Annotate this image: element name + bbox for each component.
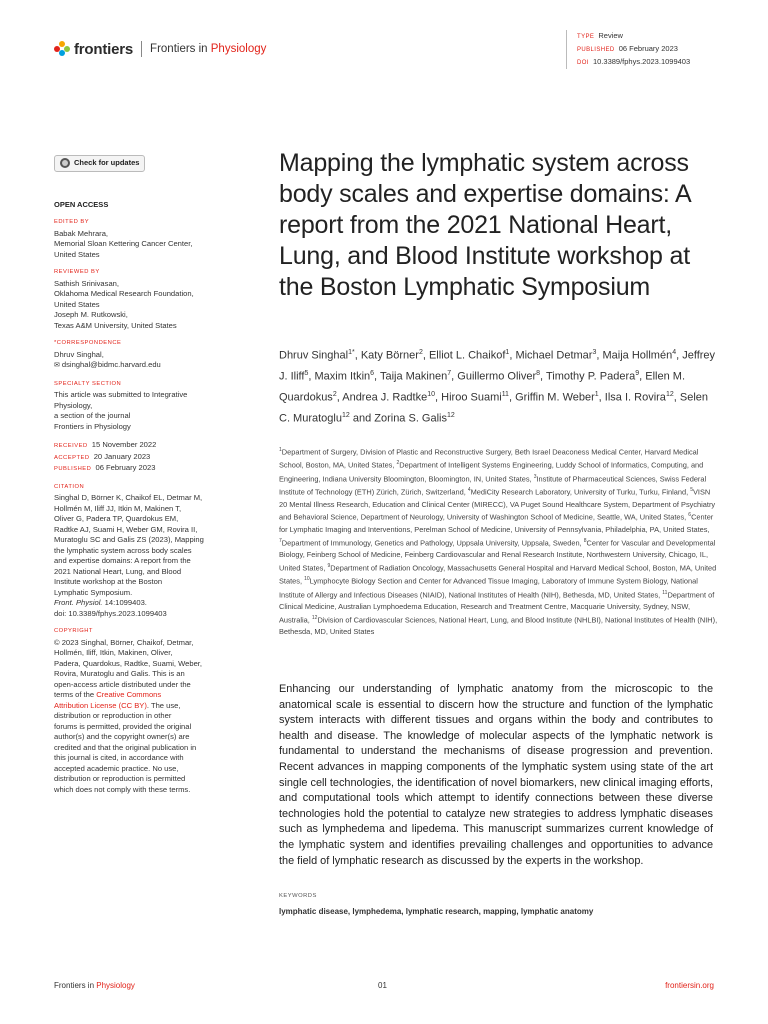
affiliation-marker: 11 bbox=[662, 589, 668, 596]
author-affiliation-marker: 12 bbox=[341, 412, 350, 420]
check-for-updates-button[interactable] bbox=[54, 155, 145, 172]
accepted-date bbox=[54, 452, 234, 464]
journal-header bbox=[54, 38, 266, 60]
copyright-label: COPYRIGHT bbox=[54, 628, 93, 634]
citation-label: CITATION bbox=[54, 483, 85, 490]
author-name[interactable]: Timothy P. Padera bbox=[545, 370, 636, 383]
meta-doi-label: DOI bbox=[577, 60, 589, 66]
affiliation-marker: 6 bbox=[688, 512, 692, 519]
affiliation-text: Department of Clinical Medicine, Australian Lymphoedema Education, Research and Treatment Centre, Macquarie University, Sydney, NSW, Australia, bbox=[279, 590, 715, 625]
dates-block bbox=[54, 440, 234, 475]
affiliation-text: Division of Cardiovascular Sciences, National Heart, Lung, and Blood Institute (NHLBI), National Institutes of Health (NIH), Bethesda, MD, United States bbox=[279, 615, 718, 637]
specialty-section-text: This article was submitted to Integrative Physiology, a section of the journal Frontiers in Physiology bbox=[54, 390, 188, 431]
author-affiliation-marker: 1 bbox=[505, 349, 510, 356]
correspondence-email[interactable]: dsinghal@bidmc.harvard.edu bbox=[61, 360, 161, 369]
author-affiliation-marker: 8 bbox=[536, 370, 541, 378]
edited-by-label: EDITED BY bbox=[54, 219, 90, 225]
article-sidebar bbox=[54, 155, 234, 795]
frontiers-logo-text[interactable]: frontiers bbox=[74, 40, 134, 58]
author-name[interactable]: Andrea J. Radtke bbox=[342, 391, 428, 404]
header-divider bbox=[141, 41, 142, 57]
citation-journal-row bbox=[54, 598, 234, 609]
mail-icon: ✉ bbox=[54, 362, 60, 369]
specialty-section-label: SPECIALTY SECTION bbox=[54, 380, 122, 387]
author-name[interactable]: Dhruv Singhal bbox=[279, 349, 349, 362]
citation-doi[interactable]: doi: 10.3389/fphys.2023.1099403 bbox=[54, 608, 167, 618]
author-affiliation-marker: 7 bbox=[447, 370, 452, 378]
published-label: PUBLISHED bbox=[54, 466, 92, 472]
meta-doi bbox=[577, 56, 690, 69]
author-affiliation-marker: 1 bbox=[594, 391, 599, 399]
footer-site-link[interactable]: frontiersin.org bbox=[665, 981, 714, 990]
meta-type bbox=[577, 30, 690, 43]
citation-volume: 14:1099403. bbox=[104, 598, 147, 607]
copyright-post: . The use, distribution or reproduction in other forums is permitted, provided the original author(s) and the copyright owner(s) are credited and that the original publication in this journal is cited, in accordance with accepted academic practice. No use, distribution or reproduction is permitted which does not comply with these terms. bbox=[54, 700, 197, 794]
footer-journal-accent: Physiology bbox=[96, 981, 135, 990]
affiliation-marker: 10 bbox=[304, 576, 310, 583]
author-name[interactable]: Guillermo Oliver bbox=[457, 370, 537, 383]
cc-by-license-link[interactable]: Creative Commons Attribution License (CC BY) bbox=[54, 690, 162, 710]
meta-published-label: PUBLISHED bbox=[577, 47, 615, 53]
published-value: 06 February 2023 bbox=[95, 463, 156, 472]
journal-name-prefix: Frontiers in bbox=[150, 43, 211, 55]
author-name[interactable]: Taija Makinen bbox=[379, 370, 448, 383]
affiliation-text: Department of Surgery, Division of Plastic and Reconstructive Surgery, Beth Israel Deaconess Medical Center, Harvard Medical School, Boston, MA, United States, bbox=[279, 447, 699, 470]
author-name[interactable]: Selen C. Muratoglu bbox=[279, 391, 708, 426]
affiliation-marker: 8 bbox=[583, 537, 587, 544]
correspondence-email-row bbox=[54, 360, 234, 372]
author-affiliation-marker: 9 bbox=[635, 370, 640, 378]
author-affiliation-marker: 3 bbox=[592, 349, 597, 356]
correspondence-label: *CORRESPONDENCE bbox=[54, 340, 122, 346]
affiliation-text: Institute of Pharmaceutical Sciences, Swiss Federal Institute of Technology (ETH) Zürich, Zürich, Switzerland, bbox=[279, 474, 707, 497]
article-title: Mapping the lymphatic system across body scales and expertise domains: A report from the 2021 National Heart, Lung, and Blood Institute workshop at the Boston Lymphatic Symposium bbox=[279, 149, 691, 301]
accepted-value: 20 January 2023 bbox=[93, 451, 151, 461]
author-name[interactable]: Maija Hollmén bbox=[602, 349, 673, 362]
meta-published-value: 06 February 2023 bbox=[618, 44, 678, 53]
author-name[interactable]: Jeffrey J. Iliff bbox=[279, 349, 716, 383]
affiliation-marker: 5 bbox=[690, 487, 693, 494]
affiliation-text: Department of Intelligent Systems Engineering, Luddy School of Informatics, Computing, and Engineering, Indiana University Bloomington, Bloomington, IN, United States, bbox=[279, 460, 704, 484]
footer-journal-prefix: Frontiers in bbox=[54, 981, 97, 990]
check-for-updates-label: Check for updates bbox=[74, 158, 140, 167]
copyright-text bbox=[54, 638, 234, 796]
article-meta bbox=[566, 30, 690, 69]
affiliation-text: Center for Lymphatic Imaging and Interventions, Perelman School of Medicine, University of Pennsylvania, Philadelphia, PA, United States, bbox=[279, 512, 714, 534]
meta-published bbox=[577, 43, 690, 56]
affiliation-marker: 1 bbox=[279, 447, 282, 453]
journal-name-accent: Physiology bbox=[210, 43, 267, 55]
author-name[interactable]: Katy Börner bbox=[360, 349, 419, 362]
author-name[interactable]: Hiroo Suami bbox=[441, 391, 502, 404]
author-affiliation-marker: 2 bbox=[418, 349, 423, 356]
author-name[interactable]: Zorina S. Galis bbox=[374, 413, 447, 426]
correspondence-name: Dhruv Singhal, bbox=[54, 349, 104, 359]
keywords-text: lymphatic disease, lymphedema, lymphatic research, mapping, lymphatic anatomy bbox=[279, 907, 594, 916]
citation-text: Singhal D, Börner K, Chaikof EL, Detmar M, Hollmén M, Iliff JJ, Itkin M, Makinen T, Oliver G, Padera TP, Quardokus EM, Radtke AJ, Suami H, Weber GM, Rovira II, Muratoglu SC and Galis ZS (2023), Mapping the lymphatic system across body scales and expertise domains: A report from the 2021 National Heart, Lung, and Blood Institute workshop at the Boston Lymphatic Symposium. bbox=[54, 493, 204, 597]
published-date bbox=[54, 463, 234, 475]
affiliation-marker: 2 bbox=[396, 460, 400, 467]
affiliation-marker: 9 bbox=[327, 562, 331, 569]
keywords-label: KEYWORDS bbox=[279, 893, 317, 899]
author-affiliation-marker: 10 bbox=[427, 391, 436, 399]
author-affiliation-marker: 1* bbox=[348, 349, 355, 356]
affiliation-list bbox=[279, 445, 719, 638]
author-affiliation-marker: 12 bbox=[447, 412, 455, 420]
open-access-label: OPEN ACCESS bbox=[54, 199, 109, 209]
edited-by-text: Babak Mehrara, Memorial Sloan Kettering Cancer Center, United States bbox=[54, 228, 193, 259]
affiliation-text: VISN 20 Mental Illness Research, Education and Clinical Center (MIRECC), VA Puget Sound Healthcare System, Department of Psychiatry and Behavioral Science, Department of Neurology, University of Washington School of Medicine, Seattle, WA, United States, bbox=[279, 487, 716, 522]
frontiers-logo-icon bbox=[54, 41, 70, 57]
received-date bbox=[54, 440, 234, 452]
affiliation-text: MediCity Research Laboratory, University of Turku, Turku, Finland, bbox=[470, 487, 691, 497]
received-label: RECEIVED bbox=[54, 443, 88, 449]
affiliation-marker: 4 bbox=[467, 487, 471, 494]
author-affiliation-marker: 6 bbox=[370, 370, 375, 378]
meta-doi-value[interactable]: 10.3389/fphys.2023.1099403 bbox=[592, 57, 691, 66]
author-list: Dhruv Singhal$^{1*}$, Katy Börner$^2$, Elliot L. Chaikof$^1$, Michael Detmar$^3$, Maija Hollmén$^4$, Jeffrey J. Iliff$^5$, Maxim Itkin$^6$, Taija Makinen$^7$, Guillermo Oliver$^8$, Timothy P. Padera$^9$, Ellen M. Quardokus$^2$, Andrea J. Radtke$^{10}$, Hiroo Suami$^{11}$, Griffin M. Weber$^1$, Ilsa I. Rovira$^{12}$, Selen C. Muratoglu$^{12}$ and Zorina S. Galis$^{12}$ bbox=[279, 349, 716, 426]
footer-journal-name[interactable] bbox=[54, 981, 135, 990]
reviewed-by-label: REVIEWED BY bbox=[54, 269, 100, 275]
author-affiliation-marker: 2 bbox=[332, 391, 337, 399]
author-name[interactable]: Ellen M. Quardokus bbox=[279, 370, 686, 404]
author-affiliation-marker: 4 bbox=[672, 349, 677, 356]
author-name[interactable]: Griffin M. Weber bbox=[515, 391, 595, 404]
affiliation-marker: 3 bbox=[533, 473, 537, 480]
affiliation-text: Department of Immunology, Genetics and Pathology, Uppsala University, Uppsala, Sweden, bbox=[281, 538, 584, 548]
page-number: 01 bbox=[378, 981, 387, 990]
affiliation-text: Lymphocyte Biology Section and Center for Advanced Tissue Imaging, Laboratory of Immune System Biology, National Institute of Allergy and Infectious Diseases (NIAID), National Institutes of Health (NIH), Bethesda, MD, United States, bbox=[279, 576, 698, 600]
affiliation-marker: 12 bbox=[311, 615, 318, 621]
affiliation-text: Department of Radiation Oncology, Massachusetts General Hospital and Harvard Medical School, Boston, MA, United States, bbox=[279, 563, 717, 586]
author-name[interactable]: Michael Detmar bbox=[515, 349, 593, 362]
accepted-label: ACCEPTED bbox=[54, 454, 90, 461]
meta-type-label: TYPE bbox=[577, 34, 595, 40]
reviewed-by-text: Sathish Srinivasan, Oklahoma Medical Research Foundation, United States Joseph M. Rutkowski, Texas A&M University, United States bbox=[54, 278, 194, 330]
author-name[interactable]: Maxim Itkin bbox=[314, 370, 371, 383]
citation-journal: Front. Physiol. bbox=[54, 598, 103, 607]
check-updates-icon bbox=[60, 158, 70, 168]
author-name[interactable]: Ilsa I. Rovira bbox=[604, 391, 666, 404]
author-affiliation-marker: 12 bbox=[665, 391, 674, 399]
author-name[interactable]: Elliot L. Chaikof bbox=[428, 349, 506, 362]
author-affiliation-marker: 11 bbox=[501, 391, 509, 399]
received-value: 15 November 2022 bbox=[91, 440, 157, 449]
meta-type-value: Review bbox=[598, 31, 623, 40]
copyright-pre: © 2023 Singhal, Börner, Chaikof, Detmar, Hollmén, Iliff, Itkin, Makinen, Oliver, Padera, Quardokus, Radtke, Suami, Weber, Rovira, Muratoglu and Galis. This is an open-access article distributed under the terms of the bbox=[54, 637, 203, 699]
journal-name[interactable] bbox=[150, 43, 266, 55]
affiliation-text: Center for Vascular and Developmental Biology, Feinberg School of Medicine, Feinberg Cardiovascular and Renal Research Institute, Northwestern University, Chicago, IL, United States, bbox=[279, 538, 716, 573]
affiliation-marker: 7 bbox=[279, 537, 282, 544]
author-affiliation-marker: 5 bbox=[304, 370, 309, 378]
abstract-text: Enhancing our understanding of lymphatic anatomy from the microscopic to the anatomical scale is essential to discern how the structure and function of the lymphatic system interacts with different tissues and organs within the body and contributes to health and disease. The knowledge of molecular aspects of the lymphatic network is fundamental to understand the mechanisms of disease progression and prevention. Recent advances in mapping components of the lymphatic system using state of the art single cell technologies, the identification of novel biomarkers, new clinical imaging efforts, and computational tools which attempt to identify connections between these diverse technologies hold the potential to catalyze new strategies to address lymphatic diseases such as lymphedema and lipedema. This manuscript summarizes current knowledge of the lymphatic system and identifies prevailing challenges and opportunities to advance the field of lymphatic research as discussed by the experts in the workshop. bbox=[279, 683, 713, 867]
